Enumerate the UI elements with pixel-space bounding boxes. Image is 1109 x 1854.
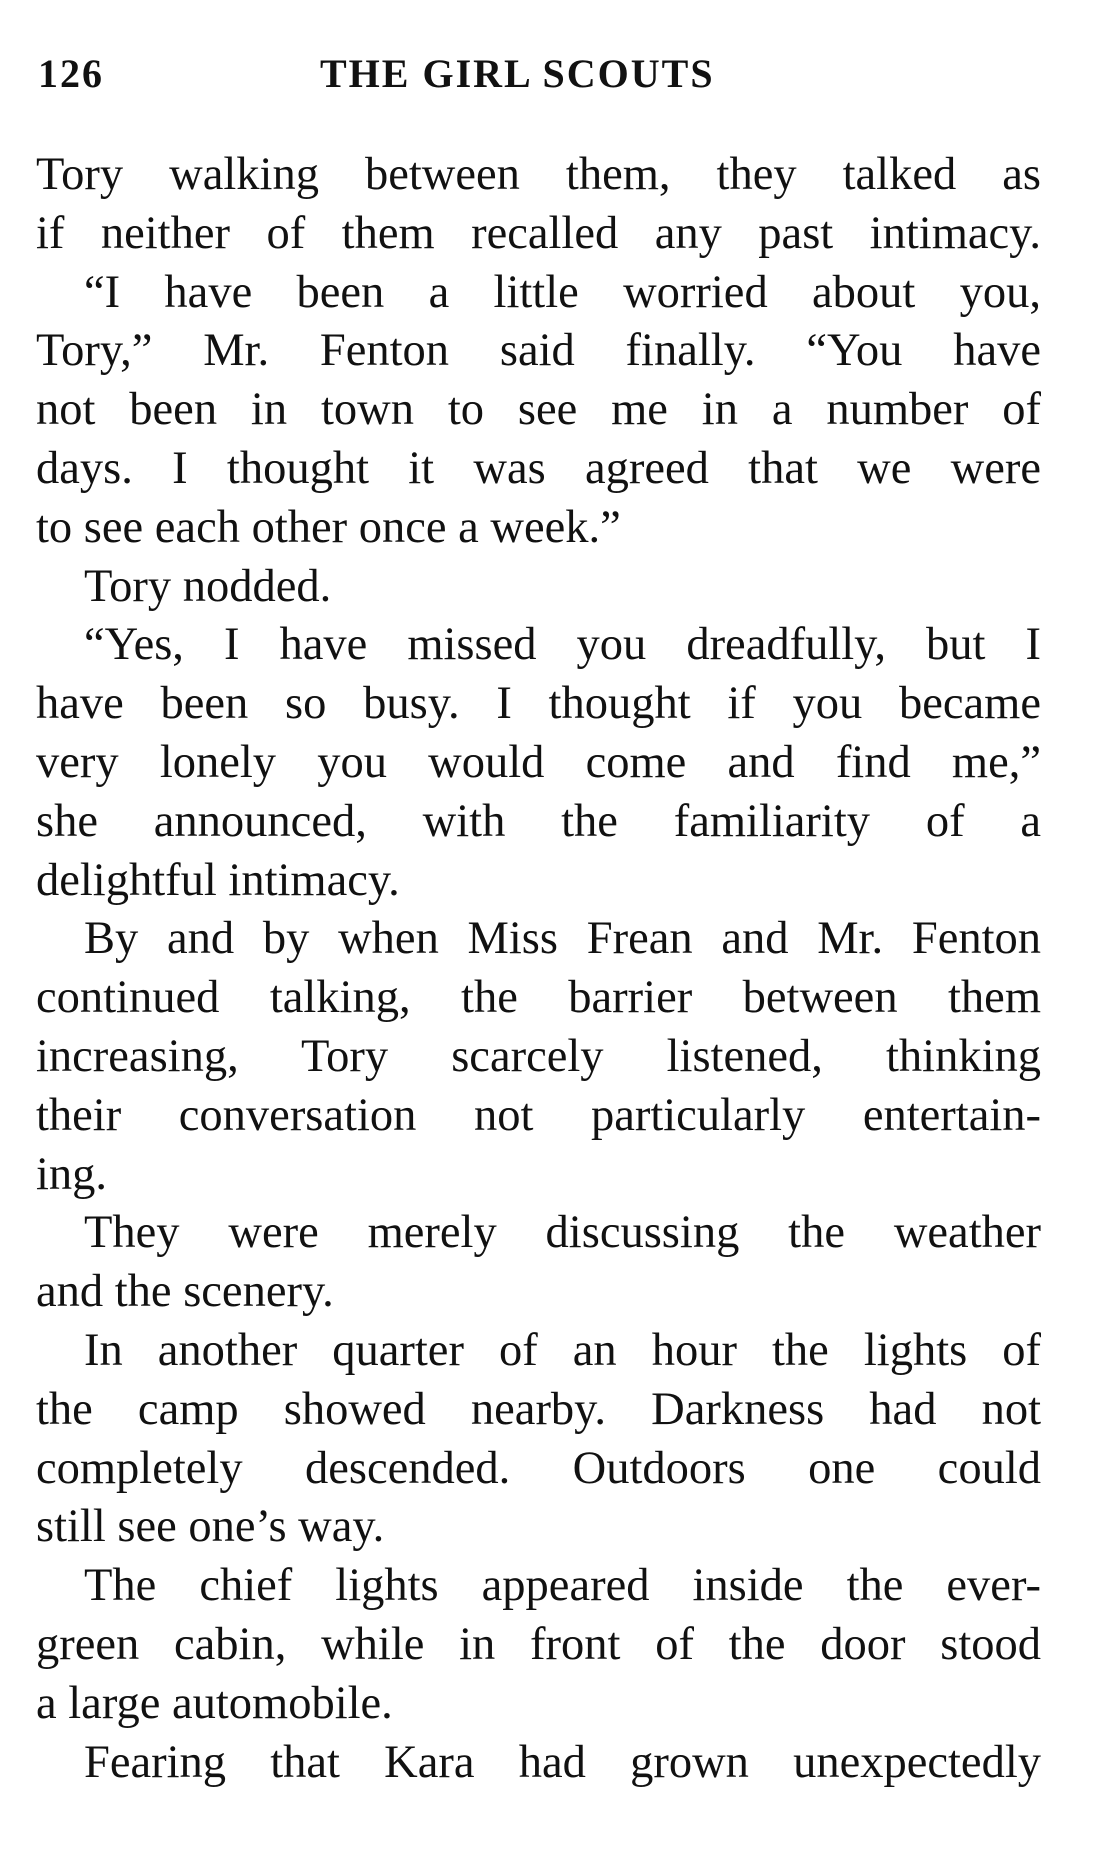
text-line: Fearing that Kara had grown unexpectedly [84,1736,1041,1788]
text-line: if neither of them recalled any past intimacy. [36,207,1041,259]
text-line: green cabin, while in front of the door stood [36,1618,1041,1670]
text-line: “I have been a little worried about you, [84,266,1041,318]
text-line: completely descended. Outdoors one could [36,1442,1041,1494]
text-line: Tory walking between them, they talked as [36,149,1041,200]
text-line: increasing, Tory scarcely listened, thinking [36,1030,1041,1082]
text-line: Tory,” Mr. Fenton said finally. “You have [36,325,1041,377]
text-line: continued talking, the barrier between them [36,972,1041,1024]
text-line: their conversation not particularly entertain- [36,1089,1041,1141]
text-line: ing. [36,1148,108,1200]
running-header [38,48,1038,100]
running-title: THE GIRL SCOUTS [320,51,715,96]
text-line: not been in town to see me in a number of [36,384,1041,436]
text-line: They were merely discussing the weather [84,1207,1041,1259]
text-line: the camp showed nearby. Darkness had not [36,1383,1041,1435]
text-line: days. I thought it was agreed that we were [36,442,1041,494]
page-number: 126 [38,51,104,96]
text-line: and the scenery. [36,1266,334,1318]
text-line: delightful intimacy. [36,854,400,906]
text-line: The chief lights appeared inside the ever- [84,1560,1041,1612]
text-line: a large automobile. [36,1677,393,1729]
text-line: she announced, with the familiarity of a [36,795,1041,847]
text-line: very lonely you would come and find me,” [36,736,1041,788]
text-line: still see one’s way. [36,1501,385,1553]
body-text [36,146,1041,1792]
text-line: By and by when Miss Frean and Mr. Fenton [84,913,1041,965]
text-line: “Yes, I have missed you dreadfully, but I [84,619,1041,671]
text-line: In another quarter of an hour the lights of [84,1324,1041,1376]
text-line: Tory nodded. [84,560,332,612]
text-line: to see each other once a week.” [36,501,621,553]
text-line: have been so busy. I thought if you became [36,678,1041,730]
